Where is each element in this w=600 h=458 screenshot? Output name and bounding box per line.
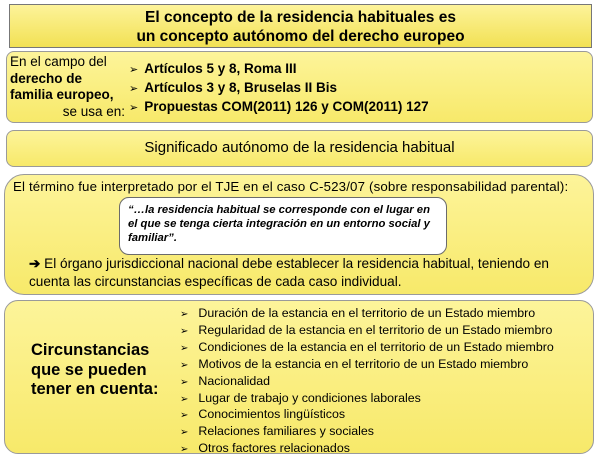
campo-box [6, 51, 593, 123]
circunstancias-list [180, 306, 554, 458]
circunstancias-label-line: tener en cuenta: [31, 380, 159, 398]
title-line-2: un concepto autónomo del derecho europeo [136, 28, 465, 45]
campo-label-line: derecho de [10, 70, 83, 86]
circunstancias-box [4, 300, 594, 454]
circunstancias-list-item: ➢ Nacionalidad [180, 374, 554, 391]
circunstancias-list-item: ➢ Conocimientos lingüísticos [180, 407, 554, 424]
campo-list-item: ➢ Artículos 3 y 8, Bruselas II Bis [129, 79, 429, 98]
quote-box: “…la residencia habitual se corresponde con el lugar en el que se tenga cierta integración en un entorno social y familiar”. [119, 197, 447, 255]
conclusion-body: El órgano jurisdiccional nacional debe establecer la residencia habitual, teniendo en cuenta las circunstancias específicas de cada caso individual. [29, 256, 549, 289]
circunstancias-list-item: ➢ Motivos de la estancia en el territorio de un Estado miembro [180, 357, 554, 374]
significado-box: Significado autónomo de la residencia habitual [6, 130, 593, 167]
arrow-icon: ➔ [29, 256, 41, 271]
circunstancias-label [31, 341, 158, 400]
title-box [9, 4, 592, 48]
circunstancias-list-item: ➢ Relaciones familiares y sociales [180, 424, 554, 441]
tje-box [4, 174, 594, 295]
campo-list-item: ➢ Artículos 5 y 8, Roma III [129, 60, 429, 79]
circunstancias-label-line: Circunstancias [31, 341, 150, 359]
circunstancias-list-item: ➢ Regularidad de la estancia en el territorio de un Estado miembro [180, 323, 554, 340]
conclusion-text [29, 255, 589, 291]
campo-label-line: se usa en: [62, 103, 125, 119]
circunstancias-list-item: ➢ Lugar de trabajo y condiciones laborales [180, 391, 554, 408]
campo-label-line: familia europeo, [10, 87, 114, 102]
tje-text: El término fue interpretado por el TJE en el caso C-523/07 (sobre responsabilidad parental): [13, 179, 569, 194]
circunstancias-list-item: ➢ Otros factores relacionados [180, 441, 554, 458]
campo-list [129, 60, 429, 117]
circunstancias-label-line: que se pueden [31, 360, 147, 379]
circunstancias-list-item: ➢ Duración de la estancia en el territorio de un Estado miembro [180, 306, 554, 323]
campo-list-item: ➢ Propuestas COM(2011) 126 y COM(2011) 127 [129, 98, 429, 117]
title-line-1: El concepto de la residencia habituales es [145, 9, 456, 26]
circunstancias-list-item: ➢ Condiciones de la estancia en el territorio de un Estado miembro [180, 340, 554, 357]
campo-label-line: En el campo del [10, 54, 107, 69]
campo-label [10, 54, 125, 120]
